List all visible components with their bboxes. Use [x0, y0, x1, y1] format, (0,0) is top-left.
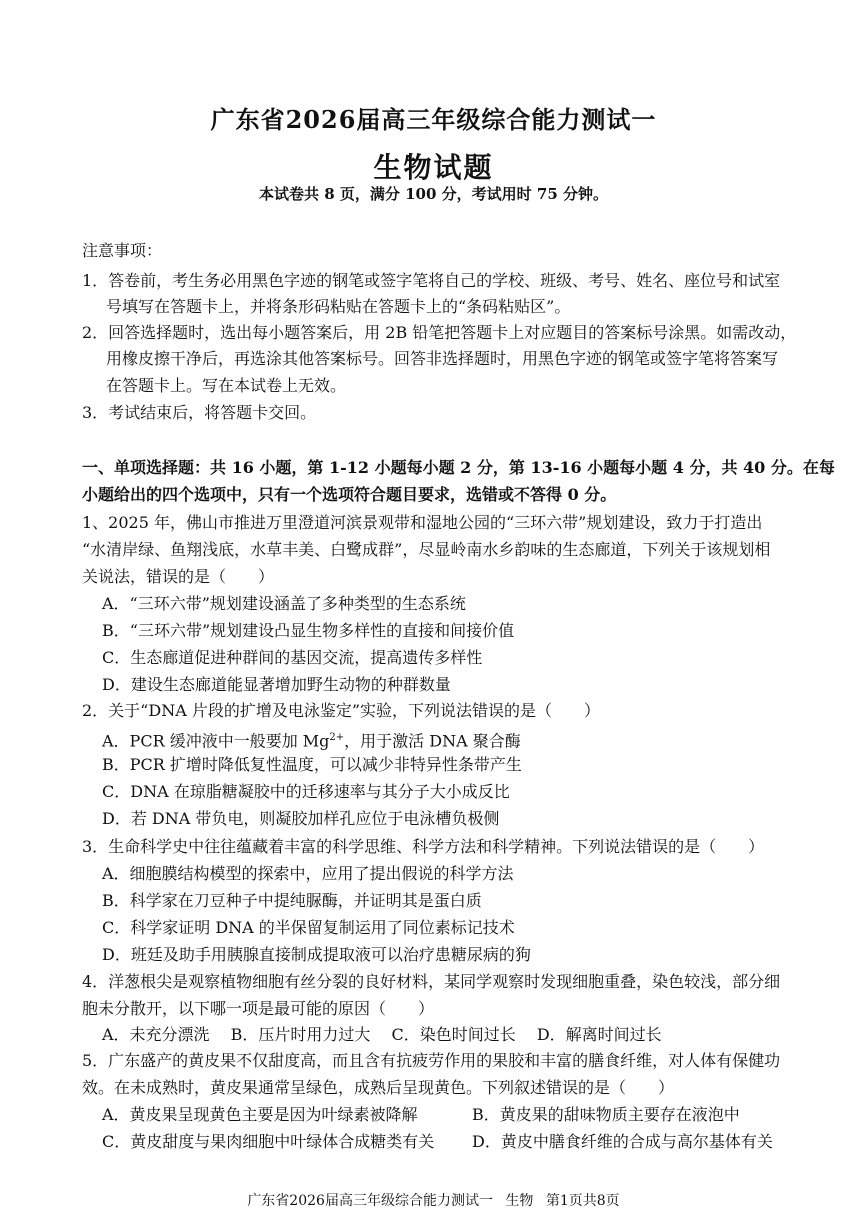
notes-title: 注意事项： — [82, 241, 163, 260]
question-4-stem: 4．洋葱根尖是观察植物细胞有丝分裂的良好材料，某同学观察时发现细胞重叠，染色较浅，部分细 — [82, 972, 781, 991]
exam-meta: 本试卷共 8 页，满分 100 分，考试用时 75 分钟。 — [259, 185, 608, 203]
question-3-option-c: C．科学家证明 DNA 的半保留复制运用了同位素标记技术 — [102, 918, 515, 937]
question-1-option-d: D．建设生态廊道能显著增加野生动物的种群数量 — [102, 675, 451, 694]
question-2-option-a: A．PCR 缓冲液中一般要加 $Mg^{2+}$，用于激活 DNA 聚合酶 — [102, 731, 521, 751]
subject-title: 生物试题 — [373, 151, 494, 184]
question-1-option-a: A．“三环六带”规划建设涵盖了多种类型的生态系统 — [102, 594, 466, 613]
question-3-option-b: B．科学家在刀豆种子中提纯脲酶，并证明其是蛋白质 — [102, 891, 482, 910]
question-1-option-c: C．生态廊道促进种群间的基因交流，提高遗传多样性 — [102, 648, 483, 667]
question-2-option-b: B．PCR 扩增时降低复性温度，可以减少非特异性条带产生 — [102, 755, 522, 774]
question-5-option-d: D．黄皮中膳食纤维的合成与高尔基体有关 — [472, 1132, 773, 1151]
note-line: 3．考试结束后，将答题卡交回。 — [82, 403, 317, 422]
note-line: 用橡皮擦干净后，再选涂其他答案标号。回答非选择题时，用黑色字迹的钢笔或签字笔将答案写 — [106, 349, 779, 368]
note-line: 在答题卡上。写在本试卷上无效。 — [106, 376, 347, 395]
section-heading: 一、单项选择题：共 16 小题，第 1-12 小题每小题 2 分，第 13-16 小题每小题 4 分，共 40 分。在每 — [82, 458, 835, 477]
question-4-options: A．未充分漂洗 B．压片时用力过大 C．染色时间过长 D．解离时间过长 — [102, 1025, 662, 1044]
question-2-option-d: D．若 DNA 带负电，则凝胶加样孔应位于电泳槽负极侧 — [102, 809, 500, 828]
exam-title: 广东省2026届高三年级综合能力测试一 — [210, 105, 657, 134]
question-2-option-c: C．DNA 在琼脂糖凝胶中的迁移速率与其分子大小成反比 — [102, 782, 510, 801]
footer-page-number: 第1页共8页 — [545, 1193, 620, 1209]
question-3-option-d: D．班廷及助手用胰腺直接制成提取液可以治疗患糖尿病的狗 — [102, 945, 531, 964]
footer-subject: 生物 — [505, 1193, 534, 1209]
note-line: 2．回答选择题时，选出每小题答案后，用 2B 铅笔把答题卡上对应题目的答案标号涂黑。如需改动， — [82, 323, 797, 342]
question-5-option-b: B．黄皮果的甜味物质主要存在液泡中 — [472, 1105, 740, 1124]
question-5-stem: 效。在未成熟时，黄皮果通常呈绿色，成熟后呈现黄色。下列叙述错误的是（ ） — [82, 1078, 675, 1097]
footer-exam: 广东省2026届高三年级综合能力测试一 — [247, 1193, 493, 1209]
question-3-stem: 3．生命科学史中往往蕴藏着丰富的科学思维、科学方法和科学精神。下列说法错误的是（ ） — [82, 837, 765, 856]
section-heading: 小题给出的四个选项中，只有一个选项符合题目要求，选错或不答得 0 分。 — [82, 485, 617, 504]
note-line: 号填写在答题卡上，并将条形码粘贴在答题卡上的“条码粘贴区”。 — [106, 297, 571, 316]
page-footer — [0, 1190, 867, 1210]
question-1-stem: 1、2025 年，佛山市推进万里澄道河滨景观带和湿地公园的“三环六带”规划建设，致力于打造出 — [82, 513, 763, 532]
question-5-option-c: C．黄皮甜度与果肉细胞中叶绿体合成糖类有关 — [102, 1132, 435, 1151]
question-1-stem: 关说法，错误的是（ ） — [82, 567, 275, 586]
question-3-option-a: A．细胞膜结构模型的探索中，应用了提出假说的科学方法 — [102, 864, 514, 883]
question-5-option-a: A．黄皮果呈现黄色主要是因为叶绿素被降解 — [102, 1105, 418, 1124]
question-1-option-b: B．“三环六带”规划建设凸显生物多样性的直接和间接价值 — [102, 621, 515, 640]
question-1-stem: “水清岸绿、鱼翔浅底，水草丰美、白鹭成群”，尽显岭南水乡韵味的生态廊道，下列关于该规划相 — [82, 540, 771, 559]
question-2-stem: 2．关于“DNA 片段的扩增及电泳鉴定”实验，下列说法错误的是（ ） — [82, 701, 601, 720]
question-5-stem: 5．广东盛产的黄皮果不仅甜度高，而且含有抗疲劳作用的果胶和丰富的膳食纤维，对人体有保健功 — [82, 1051, 781, 1070]
question-4-stem: 胞未分散开，以下哪一项是最可能的原因（ ） — [82, 999, 435, 1018]
note-line: 1．答卷前，考生务必用黑色字迹的钢笔或签字笔将自己的学校、班级、考号、姓名、座位号和试室 — [82, 271, 781, 290]
